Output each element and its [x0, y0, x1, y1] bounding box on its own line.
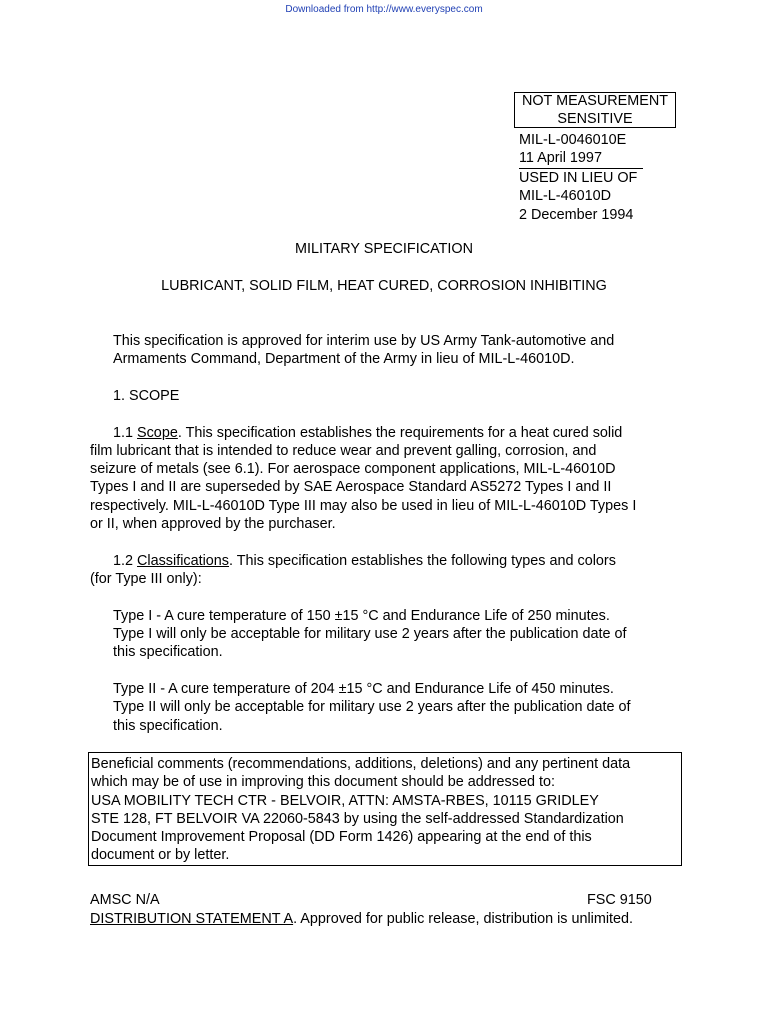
comments-line: Document Improvement Proposal (DD Form 1426) appearing at the end of this — [91, 829, 592, 846]
scope-paragraph-first-line — [113, 424, 622, 442]
sensitivity-line1: NOT MEASUREMENT — [521, 93, 669, 109]
classifications-line: (for Type III only): — [90, 571, 202, 587]
approval-line-2: Armaments Command, Department of the Army in lieu of MIL-L-46010D. — [113, 351, 575, 367]
scope-line: . This specification establishes the requirements for a heat cured solid — [177, 425, 623, 441]
scope-number: 1.1 — [113, 425, 138, 441]
type1-line: Type I will only be acceptable for military use 2 years after the publication date of — [113, 626, 627, 642]
scope-line: Types I and II are superseded by SAE Aerospace Standard AS5272 Types I and II — [90, 479, 612, 495]
sensitivity-line2: SENSITIVE — [557, 110, 633, 127]
type2-line: Type II - A cure temperature of 204 ±15 °C and Endurance Life of 450 minutes. — [113, 681, 614, 697]
superseded-date: 2 December 1994 — [519, 206, 634, 223]
distribution-text: . Approved for public release, distribution is unlimited. — [293, 911, 634, 927]
type2-line: this specification. — [113, 718, 223, 734]
comments-line: STE 128, FT BELVOIR VA 22060-5843 by using the self-addressed Standardization — [91, 810, 624, 827]
lieu-label: USED IN LIEU OF — [519, 169, 638, 186]
distribution-statement — [90, 910, 633, 928]
classifications-line: . This specification establishes the following types and colors — [229, 553, 616, 569]
scope-line: respectively. MIL-L-46010D Type III may also be used in lieu of MIL-L-46010D Types I — [90, 498, 637, 514]
fsc-label: FSC 9150 — [587, 892, 652, 908]
distribution-label: DISTRIBUTION STATEMENT A — [90, 911, 294, 927]
sensitivity-box — [514, 92, 676, 128]
document-date: 11 April 1997 — [519, 149, 643, 168]
spec-subject: LUBRICANT, SOLID FILM, HEAT CURED, CORROSION INHIBITING — [161, 278, 607, 294]
scope-line: film lubricant that is intended to reduce wear and prevent galling, corrosion, and — [90, 443, 597, 459]
section-scope-heading: 1. SCOPE — [113, 388, 180, 404]
classifications-paragraph-first-line — [113, 552, 616, 570]
beneficial-comments-box — [88, 752, 682, 866]
spec-heading: MILITARY SPECIFICATION — [294, 241, 474, 257]
comments-line: document or by letter. — [91, 847, 230, 864]
classifications-number: 1.2 — [113, 553, 138, 569]
scope-line: seizure of metals (see 6.1). For aerospace component applications, MIL-L-46010D — [90, 461, 616, 477]
type2-line: Type II will only be acceptable for military use 2 years after the publication date of — [113, 699, 631, 715]
download-source-link[interactable]: Downloaded from http://www.everyspec.com — [285, 4, 483, 15]
comments-line: which may be of use in improving this document should be addressed to: — [91, 774, 555, 791]
superseded-number: MIL-L-46010D — [519, 188, 611, 205]
approval-line-1: This specification is approved for interim use by US Army Tank-automotive and — [113, 333, 615, 349]
type1-line: this specification. — [113, 644, 223, 660]
comments-line: Beneficial comments (recommendations, additions, deletions) and any pertinent data — [91, 756, 631, 772]
amsc-label: AMSC N/A — [90, 892, 160, 908]
document-identifier-block — [519, 131, 643, 224]
scope-line: or II, when approved by the purchaser. — [90, 516, 336, 532]
comments-line: USA MOBILITY TECH CTR - BELVOIR, ATTN: AMSTA-RBES, 10115 GRIDLEY — [91, 792, 599, 809]
type1-line: Type I - A cure temperature of 150 ±15 °C and Endurance Life of 250 minutes. — [113, 608, 610, 624]
scope-title: Scope — [137, 425, 178, 441]
classifications-title: Classifications — [137, 553, 229, 569]
document-number: MIL-L-0046010E — [519, 132, 627, 148]
